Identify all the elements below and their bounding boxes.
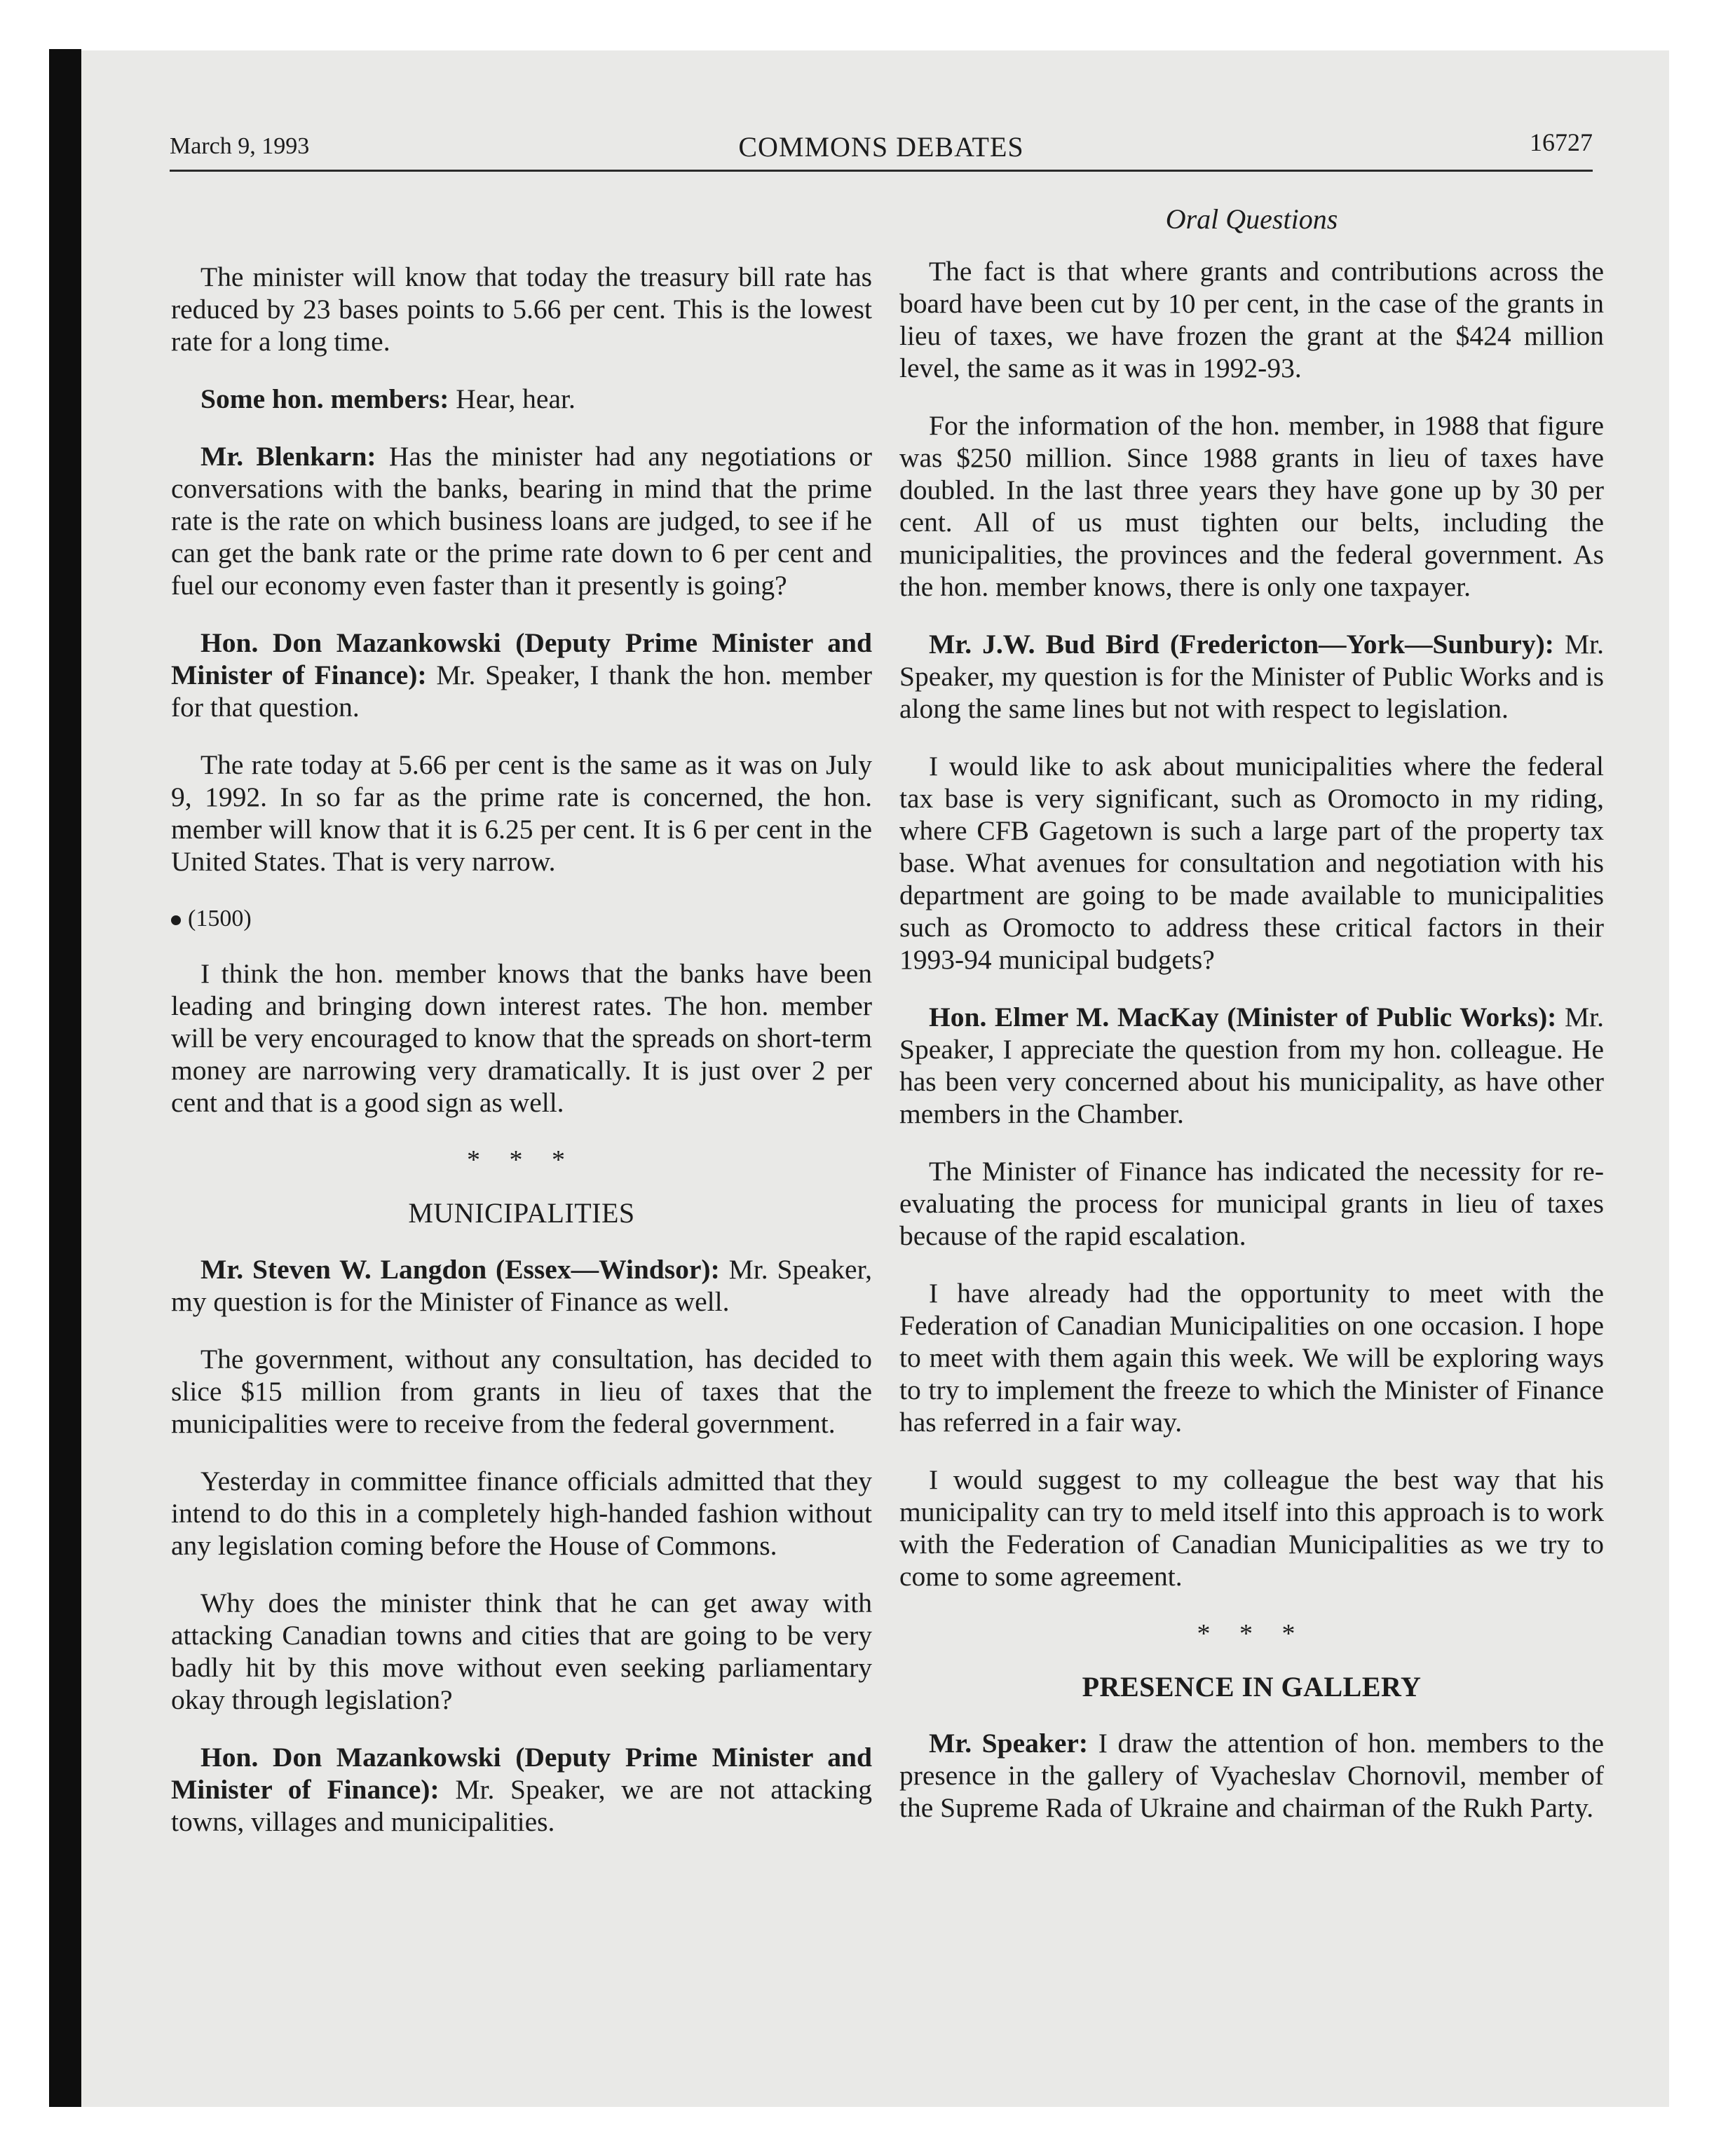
paragraph: The Minister of Finance has indicated the necessity for re-evaluating the process for municipal grants in lieu of taxes because of the rapid escalation.	[899, 1156, 1604, 1251]
paragraph: Yesterday in committee finance officials admitted that they intend to do this in a completely high-handed fashion without any legislation coming before the House of Commons.	[171, 1466, 872, 1561]
paragraph: The government, without any consultation, has decided to slice $15 million from grants in lieu of taxes that the municipalities were to receive from the federal government.	[171, 1344, 872, 1439]
paragraph: The minister will know that today the treasury bill rate has reduced by 23 bases points to 5.66 per cent. This is the lowest rate for a long time.	[171, 261, 872, 357]
speaker-name: Mr. J.W. Bud Bird (Fredericton—York—Sunbury):	[929, 629, 1554, 660]
paragraph: I have already had the opportunity to meet with the Federation of Canadian Municipalities on one occasion. I hope to meet with them again this week. We will be exploring ways to try to implement the freeze to which the Minister of Finance has referred in a fair way.	[899, 1278, 1604, 1438]
right-column	[899, 203, 1604, 1849]
left-column	[171, 261, 872, 1863]
section-label: Oral Questions	[1165, 203, 1338, 235]
header-date: March 9, 1993	[170, 133, 310, 159]
paragraph: I think the hon. member knows that the banks have been leading and bringing down interest rates. The hon. member will be very encouraged to know that the spreads on short-term money are narrowing very dramatically. It is just over 2 per cent and that is a good sign as well.	[171, 958, 872, 1118]
speech-text: Mr. Speaker, I thank the hon. member for that question.	[171, 660, 873, 723]
speech-text: Has the minister had any negotiations or conversations with the banks, bearing in mind that the prime rate is the rate on which business loans are judged, to see if he can get the bank rate or the prime rate down to 6 per cent and fuel our economy even faster than it presently is going?	[171, 441, 872, 601]
speaker-name: Hon. Don Mazankowski (Deputy Prime Minister and Minister of Finance):	[171, 627, 872, 690]
speaker-name: Hon. Elmer M. MacKay (Minister of Public Works):	[929, 1002, 1557, 1032]
paragraph	[171, 1741, 872, 1838]
page-number: 16727	[1530, 128, 1593, 156]
speaker-name: Hon. Don Mazankowski (Deputy Prime Minister and Minister of Finance):	[171, 1742, 872, 1805]
speech-text: Mr. Speaker, I appreciate the question from my hon. colleague. He has been very concerned about his municipality, as have other members in the Chamber.	[899, 1002, 1604, 1129]
section-heading: MUNICIPALITIES	[408, 1197, 635, 1229]
paragraph: I would suggest to my colleague the best way that his municipality can try to meld itself into this approach is to work with the Federation of Canadian Municipalities as we try to come to some agreement.	[899, 1464, 1604, 1592]
paragraph: I would like to ask about municipalities where the federal tax base is very significant, such as Oromocto in my riding, where CFB Gagetown is such a large part of the property tax base. What avenues for consultation and negotiation with his department are going to be made available to municipalities such as Oromocto to address these critical factors in their 1993-94 municipal budgets?	[899, 751, 1604, 975]
paragraph	[899, 1001, 1604, 1130]
speaker-name: Mr. Speaker:	[929, 1728, 1089, 1759]
paragraph	[171, 440, 872, 601]
section-separator: * * *	[1197, 1619, 1307, 1649]
header-title: COMMONS DEBATES	[738, 131, 1024, 163]
speech-text: Mr. Speaker, my question is for the Minister of Finance as well.	[171, 1254, 873, 1317]
paragraph: Why does the minister think that he can get away with attacking Canadian towns and cities that are going to be very badly hit by this move without even seeking parliamentary okay through legislation?	[171, 1588, 872, 1715]
paragraph: The fact is that where grants and contributions across the board have been cut by 10 per cent, in the case of the grants in lieu of taxes, we have frozen the grant at the $424 million level, the same as it was in 1992-93.	[899, 256, 1604, 383]
running-header	[170, 128, 1593, 172]
paragraph	[899, 628, 1604, 725]
speaker-name: Some hon. members:	[200, 383, 449, 414]
speech-text: Hear, hear.	[456, 383, 576, 414]
paragraph: The rate today at 5.66 per cent is the same as it was on July 9, 1992. In so far as the prime rate is concerned, the hon. member will know that it is 6.25 per cent. It is 6 per cent in the United States. That is very narrow.	[171, 749, 872, 877]
paragraph	[171, 627, 872, 723]
paragraph: For the information of the hon. member, in 1988 that figure was $250 million. Since 1988 grants in lieu of taxes have doubled. In the last three years they have gone up by 30 per cent. All of us must tighten our belts, including the municipalities, the provinces and the federal government. As the hon. member knows, there is only one taxpayer.	[899, 410, 1604, 602]
speaker-name: Mr. Steven W. Langdon (Essex—Windsor):	[200, 1254, 720, 1285]
paragraph	[171, 1253, 872, 1318]
speech-text: Mr. Speaker, we are not attacking towns, villages and municipalities.	[171, 1774, 872, 1837]
section-separator: * * *	[467, 1145, 576, 1175]
section-heading: PRESENCE IN GALLERY	[1082, 1671, 1422, 1703]
speech-text: I draw the attention of hon. members to the presence in the gallery of Vyacheslav Chornovil, member of the Supreme Rada of Ukraine and chairman of the Rukh Party.	[899, 1728, 1605, 1823]
bullet-icon	[171, 915, 181, 925]
time-marker	[171, 903, 872, 935]
scan-margin	[0, 0, 49, 2156]
paragraph	[171, 383, 872, 415]
scan-binding-edge	[49, 49, 81, 2107]
time-marker-text: (1500)	[188, 906, 252, 932]
speaker-name: Mr. Blenkarn:	[200, 441, 376, 472]
paragraph	[899, 1727, 1604, 1824]
speech-text: Mr. Speaker, my question is for the Minister of Public Works and is along the same lines but not with respect to legislation.	[899, 629, 1604, 724]
